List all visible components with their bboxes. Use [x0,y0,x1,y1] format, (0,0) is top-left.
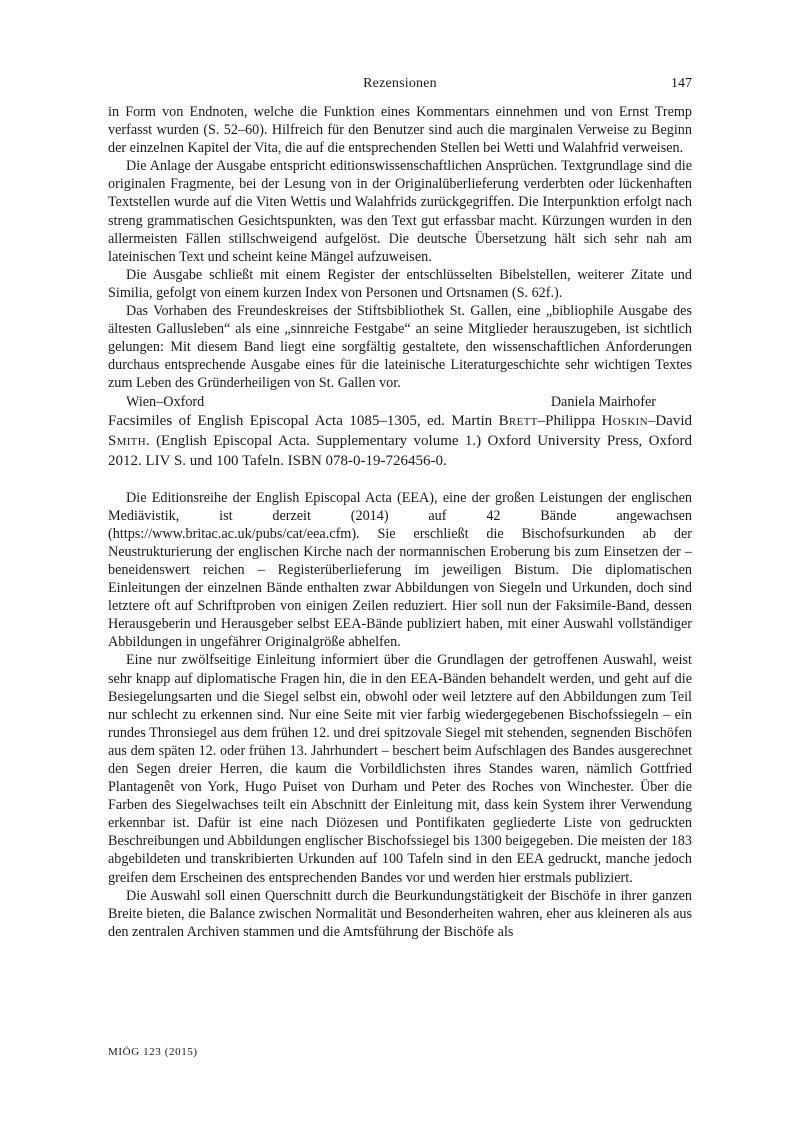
page-number: 147 [671,76,692,91]
running-title: Rezensionen [363,76,437,91]
review-paragraph: Die Auswahl soll einen Querschnitt durch die Beurkundungstätigkeit der Bischöfe in ihrer ganzen Breite bieten, die Balance zwischen Normalität und Besonderheiten wahren, eher aus kleineren als aus den zentralen Archiven stammen und die Amtsführung der Bischöfe als [108,887,692,940]
review-continuation [108,103,692,411]
reviewer-name: Daniela Mairhofer [550,393,656,410]
editor-name: Smith [108,432,146,449]
heading-title: Facsimiles of English Episcopal Acta 1085–1305, ed. Martin [108,412,499,429]
review-paragraph: Eine nur zwölfseitige Einleitung informiert über die Grundlagen der getroffenen Auswahl, weist sehr knapp auf diplomatische Fragen hin, die in den EEA-Bänden behandelt werden, und geht auf die Besiegelungsarten und die Siegel selbst ein, obwohl oder weil letztere auf den Abbildungen zum Teil nur schlecht zu erkennen sind. Nur eine Seite mit vier farbig wiedergegebenen Bischofssiegeln – ein rundes Thronsiegel aus dem frühen 12. und drei spitzovale Siegel mit stehenden, segnenden Bischöfen aus dem späten 12. oder frühen 13. Jahrhundert – beschert beim Aufschlagen des Bandes ausgerechnet den Segen dreier Herren, die kaum die Vorbildlichsten ihres Standes waren, nämlich Gottfried Plantagenêt von York, Hugo Puiset von Durham und Peter des Roches von Winchester. Über die Farben des Siegelwachses teilt ein Abschnitt der Einleitung mit, dass kein System ihrer Verwendung erkennbar ist. Dafür ist eine nach Diözesen und Pontifikaten gegliederte Liste von gedruckten Beschreibungen und Abbildungen englischer Bischofssiegel bis 1300 beigegeben. Die meisten der 183 abgebildeten und transkribierten Urkunden auf 100 Tafeln sind in den EEA gedruckt, manche jedoch greifen dem Erscheinen des entsprechenden Bandes vor und werden hier erstmals publiziert. [108,652,692,886]
heading-publication: . (English Episcopal Acta. Supplementary volume 1.) Oxford University Press, Oxford 2012. LIV S. und 100 Tafeln. ISBN 078-0-19-726456-0. [108,432,692,469]
page-body [108,103,692,941]
editor-name: Hoskin [601,412,648,429]
editor-name: Brett [498,412,538,429]
heading-separator: –Philippa [537,412,602,429]
reviewer-place: Wien–Oxford [126,393,205,410]
review-paragraph: Die Anlage der Ausgabe entspricht editionswissenschaftlichen Ansprüchen. Textgrundlage sind die originalen Fragmente, bei der Lesung von in der Originalüberlieferung verderbten oder lückenhaften Textstellen wurde auf die Viten Wettis und Walahfrids zurückgegriffen. Die Interpunktion erfolgt nach streng grammatischen Gesichtspunkten, was den Text gut erfassbar macht. Kürzungen wurden in den allermeisten Fällen stillschweigend aufgelöst. Die deutsche Übersetzung hält sich sehr nah am lateinischen Text und scheint keine Mängel aufzuweisen. [108,158,692,265]
running-head [108,76,692,96]
review-facsimiles [108,411,692,941]
review-paragraph: Die Editionsreihe der English Episcopal Acta (EEA), eine der großen Leistungen der englischen Mediävistik, ist derzeit (2014) auf 42 Bände angewachsen (https://www.britac.ac.uk/pubs/cat/eea.cfm). Sie erschließt die Bischofsurkunden ab der Neustrukturierung der englischen Kirche nach der normannischen Eroberung bis zum Einsetzen der – beneidenswert reichen – Registerüberlieferung im jeweiligen Bistum. Die diplomatischen Einleitungen der einzelnen Bände enthalten zwar Abbildungen von Siegeln und Urkunden, doch sind letztere oft auf Schriftproben von einigen Zeilen reduziert. Hier soll nun der Faksimile-Band, dessen Herausgeberin und Herausgeber selbst EEA-Bände publiziert haben, mit einer Auswahl vollständiger Abbildungen in ungefährer Originalgröße abhelfen. [108,489,692,651]
review-heading [108,411,692,471]
review-paragraph: Das Vorhaben des Freundeskreises der Stiftsbibliothek St. Gallen, eine „bibliophile Ausgabe des ältesten Gallusleben“ als eine „sinnreiche Festgabe“ an seine Mitglieder herauszugeben, ist sichtlich gelungen: Mit diesem Band liegt eine sorgfältig gestaltete, den wissenschaftlichen Anforderungen durchaus entsprechende Ausgabe eines für die lateinische Literaturgeschichte sehr wichtigen Textes zum Leben des Gründerheiligen von St. Gallen vor. [108,303,692,392]
review-paragraph: Die Ausgabe schließt mit einem Register der entschlüsselten Bibelstellen, weiterer Zitate und Similia, gefolgt von einem kurzen Index von Personen und Ortsnamen (S. 62f.). [108,266,692,301]
review-body [108,489,692,941]
journal-footer: MIÖG 123 (2015) [108,1046,198,1058]
heading-separator: –David [647,412,692,429]
review-signoff [108,393,692,411]
review-paragraph: in Form von Endnoten, welche die Funktion eines Kommentars einnehmen und von Ernst Tremp verfasst wurden (S. 52–60). Hilfreich für den Benutzer sind auch die marginalen Verweise zu Beginn der einzelnen Kapitel der Vita, die auf die entsprechenden Stellen bei Wetti und Walahfrid verweisen. [108,104,692,157]
